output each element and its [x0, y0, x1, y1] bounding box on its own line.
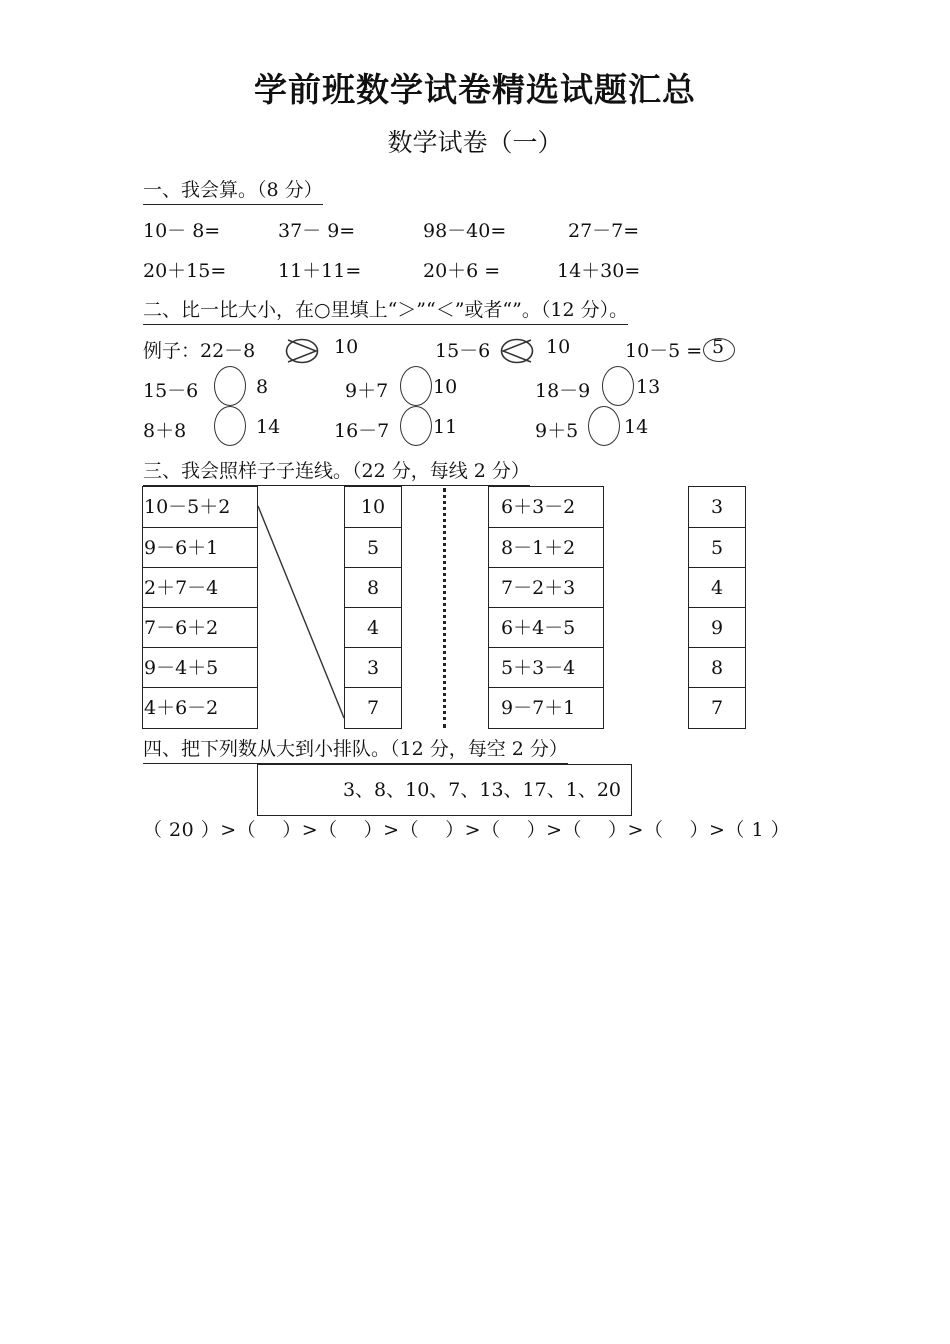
s1-problem: 37－ 9=	[278, 220, 356, 242]
s1-problem: 20＋6 =	[423, 260, 501, 282]
expression-cell[interactable]: 9－7＋1	[489, 687, 603, 727]
number-cell[interactable]: 10	[360, 496, 386, 518]
s1-problem: 11＋11=	[278, 260, 362, 282]
expression-cell[interactable]: 7－6＋2	[143, 607, 257, 647]
s2-left-expr: 9＋7	[345, 380, 389, 402]
section-3-heading: 三、我会照样子子连线。（22 分，每线 2 分）	[143, 456, 530, 486]
s2-example-circle-value: 5	[712, 336, 725, 358]
expression-cell[interactable]: 7－2＋3	[489, 567, 603, 607]
expression-cell[interactable]: 6＋4－5	[489, 607, 603, 647]
s1-problem: 10－ 8=	[143, 220, 221, 242]
number-cell[interactable]: 9	[689, 607, 745, 647]
s2-left-expr: 15－6	[143, 380, 199, 402]
expression-cell[interactable]: 2＋7－4	[143, 567, 257, 607]
right-expression-column	[488, 486, 604, 729]
expression-cell[interactable]: 9－4＋5	[143, 647, 257, 687]
s2-example-right: 10	[546, 336, 571, 358]
number-cell[interactable]: 4	[345, 607, 401, 647]
s2-right-value: 14	[256, 416, 281, 438]
s1-problem: 98－40=	[423, 220, 507, 242]
number-cell[interactable]: 7	[345, 687, 401, 727]
number-cell[interactable]: 5	[689, 527, 745, 567]
number-cell[interactable]: 8	[345, 567, 401, 607]
number-cell[interactable]: 3	[710, 496, 724, 518]
numbers-box	[257, 764, 632, 816]
s2-example-left: 10－5 =	[625, 340, 703, 362]
ordering-answer-line[interactable]: （ 20 ）>（ ）>（ ）>（ ）>（ ）>（ ）>（ ）>（ 1 ）	[143, 819, 791, 841]
expression-cell[interactable]: 10－5＋2	[144, 496, 231, 518]
s2-right-value: 13	[636, 376, 661, 398]
s2-example-right: 10	[334, 336, 359, 358]
s2-left-expr: 9＋5	[535, 420, 579, 442]
s1-problem: 14＋30=	[557, 260, 641, 282]
s1-problem: 20＋15=	[143, 260, 227, 282]
s2-left-expr: 18－9	[535, 380, 591, 402]
s2-example-left: 15－6	[435, 340, 491, 362]
s2-left-expr: 16－7	[334, 420, 390, 442]
s2-right-value: 14	[624, 416, 649, 438]
expression-cell[interactable]: 4＋6－2	[143, 687, 257, 727]
section-1-heading: 一、我会算。（8 分）	[143, 175, 323, 205]
number-cell[interactable]: 4	[689, 567, 745, 607]
s2-left-expr: 8＋8	[143, 420, 187, 442]
s2-example-left: 例子：22－8	[143, 340, 256, 362]
s2-right-value: 10	[433, 376, 458, 398]
expression-cell[interactable]: 6＋3－2	[501, 496, 576, 518]
numbers-list: 3、8、10、7、13、17、1、20	[342, 779, 621, 801]
expression-cell[interactable]: 9－6＋1	[143, 527, 257, 567]
expression-cell[interactable]: 5＋3－4	[489, 647, 603, 687]
page-subtitle: 数学试卷（一）	[387, 128, 563, 157]
section-4-heading: 四、把下列数从大到小排队。（12 分，每空 2 分）	[143, 734, 568, 764]
section-2-heading: 二、比一比大小，在○里填上“＞”“＜”或者“”。（12 分）。	[143, 295, 628, 325]
right-number-column	[688, 486, 746, 729]
page-title: 学前班数学试卷精选试题汇总	[254, 70, 696, 109]
s1-problem: 27－7=	[568, 220, 640, 242]
dotted-divider	[443, 488, 446, 728]
number-cell[interactable]: 5	[345, 527, 401, 567]
s2-right-value: 11	[433, 416, 458, 438]
number-cell[interactable]: 3	[345, 647, 401, 687]
s2-right-value: 8	[256, 376, 269, 398]
number-cell[interactable]: 8	[689, 647, 745, 687]
expression-cell[interactable]: 8－1＋2	[489, 527, 603, 567]
number-cell[interactable]: 7	[689, 687, 745, 727]
